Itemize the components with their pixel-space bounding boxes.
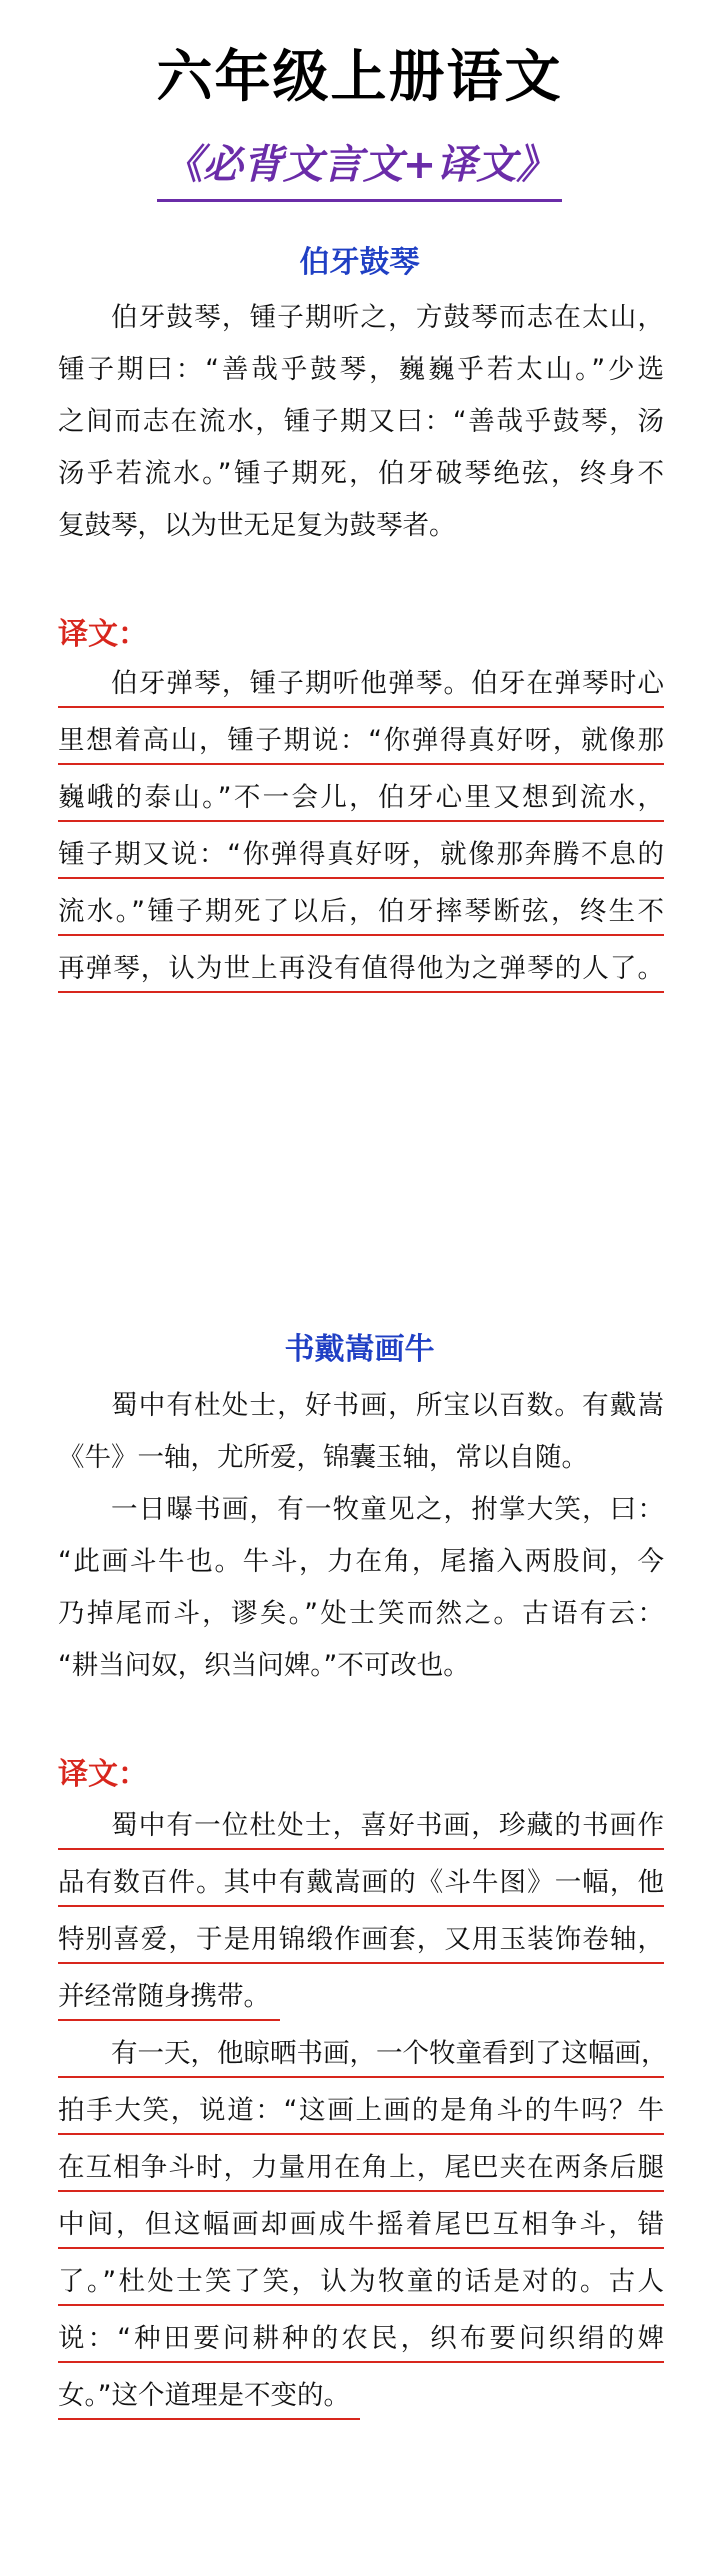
translation-line: 流水。”锺子期死了以后，伯牙摔琴断弦，终生不 bbox=[58, 892, 664, 936]
translation-line: 特别喜爱，于是用锦缎作画套，又用玉装饰卷轴， bbox=[58, 1920, 664, 1964]
translation-text-boya bbox=[58, 664, 664, 1006]
translation-line: 伯牙弹琴，锺子期听他弹琴。伯牙在弹琴时心 bbox=[58, 664, 664, 708]
translation-line: 再弹琴，认为世上再没有值得他为之弹琴的人了。 bbox=[58, 949, 664, 993]
translation-label: 译文： bbox=[58, 617, 148, 652]
section-title-daisong: 书戴嵩画牛 bbox=[284, 1332, 435, 1367]
translation-line: 品有数百件。其中有戴嵩画的《斗牛图》一幅，他 bbox=[58, 1863, 664, 1907]
translation-line: 拍手大笑，说道：“这画上画的是角斗的牛吗？牛 bbox=[58, 2091, 664, 2135]
text-line: 锺子期曰：“善哉乎鼓琴，巍巍乎若太山。”少选 bbox=[58, 354, 664, 385]
page-subtitle bbox=[0, 135, 719, 203]
translation-line: 锺子期又说：“你弹得真好呀，就像那奔腾不息的 bbox=[58, 835, 664, 879]
text-line: 之间而志在流水，锺子期又曰：“善哉乎鼓琴，汤 bbox=[58, 406, 664, 437]
text-line: 伯牙鼓琴，锺子期听之，方鼓琴而志在太山， bbox=[111, 302, 664, 333]
translation-line: 里想着高山，锺子期说：“你弹得真好呀，就像那 bbox=[58, 721, 664, 765]
text-line: “此画斗牛也。牛斗，力在角，尾搐入两股间，今 bbox=[58, 1546, 664, 1577]
text-line: 汤乎若流水。”锺子期死，伯牙破琴绝弦，终身不 bbox=[58, 458, 664, 489]
translation-line: 说：“种田要问耕种的农民，织布要问织绢的婢 bbox=[58, 2319, 664, 2363]
translation-line: 中间，但这幅画却画成牛摇着尾巴互相争斗，错 bbox=[58, 2205, 664, 2249]
translation-label: 译文： bbox=[58, 1757, 148, 1792]
translation-line: 有一天，他晾晒书画，一个牧童看到了这幅画， bbox=[58, 2034, 664, 2078]
page-title: 六年级上册语文 bbox=[156, 45, 563, 110]
translation-line: 并经常随身携带。 bbox=[58, 1977, 280, 2021]
translation-line: 了。”杜处士笑了笑，认为牧童的话是对的。古人 bbox=[58, 2262, 664, 2306]
translation-line: 在互相争斗时，力量用在角上，尾巴夹在两条后腿 bbox=[58, 2148, 664, 2192]
original-text-boya bbox=[58, 292, 664, 552]
translation-line: 巍峨的泰山。”不一会儿，伯牙心里又想到流水， bbox=[58, 778, 664, 822]
translation-line: 蜀中有一位杜处士，喜好书画，珍藏的书画作 bbox=[58, 1806, 664, 1850]
section-title-boya: 伯牙鼓琴 bbox=[299, 245, 420, 280]
text-line: 《牛》一轴，尤所爱，锦囊玉轴，常以自随。 bbox=[58, 1442, 588, 1473]
translation-line: 女。”这个道理是不变的。 bbox=[58, 2376, 360, 2420]
text-line: 蜀中有杜处士，好书画，所宝以百数。有戴嵩 bbox=[111, 1390, 664, 1421]
translation-text-daisong bbox=[58, 1806, 668, 2433]
original-text-daisong bbox=[58, 1380, 664, 1692]
page-subtitle-text: 《必背文言文+译文》 bbox=[157, 135, 563, 202]
text-line: “耕当问奴，织当问婢。”不可改也。 bbox=[58, 1650, 470, 1681]
text-line: 复鼓琴，以为世无足复为鼓琴者。 bbox=[58, 510, 456, 541]
text-line: 乃掉尾而斗，谬矣。”处士笑而然之。古语有云： bbox=[58, 1598, 664, 1629]
text-line: 一日曝书画，有一牧童见之，拊掌大笑，曰： bbox=[111, 1494, 664, 1525]
